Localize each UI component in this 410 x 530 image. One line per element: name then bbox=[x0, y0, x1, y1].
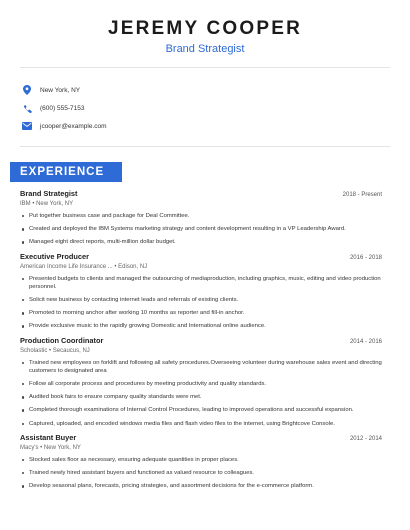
job-bullet: Follow all corporate process and procedures by meeting productivity and quality standards. bbox=[20, 380, 382, 388]
job-entry bbox=[20, 433, 382, 491]
job-company: Macy's • New York, NY bbox=[20, 444, 81, 451]
job-bullet: Created and deployed the IBM Systems marketing strategy and content development resulting in a VP Leadership Award. bbox=[20, 225, 382, 233]
job-bullets bbox=[20, 456, 382, 491]
resume-header bbox=[0, 18, 410, 56]
job-header-row bbox=[20, 252, 382, 262]
job-bullet: Trained new employees on forklift and following all safety procedures.Overseeing volunteer during warehouse sales event and directing customers to designated area bbox=[20, 359, 382, 375]
job-bullet: Trained newly hired assistant buyers and functioned as valued resource to colleagues. bbox=[20, 469, 382, 477]
job-dates: 2016 - 2018 bbox=[349, 254, 382, 261]
job-bullet: Solicit new business by contacting internet leads and referrals of existing clients. bbox=[20, 296, 382, 304]
email-icon bbox=[22, 121, 32, 131]
contact-divider bbox=[20, 146, 390, 147]
job-role: Brand Strategist bbox=[20, 189, 78, 198]
job-bullets bbox=[20, 359, 382, 428]
location-text: New York, NY bbox=[40, 86, 81, 94]
job-bullet: Captured, uploaded, and encoded windows media files and flash video files to the internet, using Brightcove Console. bbox=[20, 420, 382, 428]
job-bullet: Develop seasonal plans, forecasts, pricing strategies, and assortment decisions for the e-commerce platform. bbox=[20, 482, 382, 490]
job-header-row bbox=[20, 189, 382, 199]
contact-email bbox=[20, 117, 390, 135]
contact-phone bbox=[20, 99, 390, 117]
job-dates: 2012 - 2014 bbox=[349, 435, 382, 442]
contact-location bbox=[20, 81, 390, 99]
job-company: Scholastic • Secaucus, NJ bbox=[20, 347, 90, 354]
job-bullet: Promoted to morning anchor after working 10 months as reporter and fill-in anchor. bbox=[20, 309, 382, 317]
email-text: jcooper@example.com bbox=[40, 122, 107, 130]
location-pin-icon bbox=[22, 85, 32, 95]
experience-heading: EXPERIENCE bbox=[10, 162, 122, 182]
job-entry bbox=[20, 189, 382, 247]
job-header-row bbox=[20, 336, 382, 346]
job-dates: 2018 - Present bbox=[342, 192, 382, 198]
job-dates: 2014 - 2016 bbox=[349, 338, 382, 345]
contact-block bbox=[20, 81, 390, 135]
job-role: Production Coordinator bbox=[20, 335, 104, 345]
experience-list bbox=[20, 189, 382, 495]
job-bullet: Stocked sales floor as necessary, ensuring adequate quantities in proper places. bbox=[20, 456, 382, 464]
job-company: American Income Life Insurance ... • Edison, NJ bbox=[20, 263, 148, 270]
phone-text: (600) 555-7153 bbox=[40, 104, 85, 112]
job-role: Executive Producer bbox=[20, 251, 90, 261]
job-bullet: Completed thorough examinations of Internal Control Procedures, leading to improved operations and successful expansion. bbox=[20, 406, 382, 414]
candidate-name: JEREMY COOPER bbox=[107, 18, 302, 39]
job-bullet: Presented budgets to clients and managed the outsourcing of mediaproduction, including graphics, music, editing and video production personnel. bbox=[20, 275, 382, 291]
job-bullets bbox=[20, 275, 382, 331]
job-bullet: Provide exclusive music to the rapidly growing Domestic and International online audience. bbox=[20, 322, 382, 330]
job-bullet: Put together business case and package for Deal Committee. bbox=[20, 212, 382, 220]
job-entry bbox=[20, 252, 382, 331]
job-company: IBM • New York, NY bbox=[20, 201, 74, 207]
job-role: Assistant Buyer bbox=[20, 432, 77, 442]
job-entry bbox=[20, 336, 382, 428]
header-divider bbox=[20, 67, 390, 68]
job-bullets bbox=[20, 212, 382, 247]
job-bullet: Audited book fairs to ensure company quality standards were met. bbox=[20, 393, 382, 401]
job-bullet: Managed eight direct reports, multi-million dollar budget. bbox=[20, 238, 382, 246]
candidate-title: Brand Strategist bbox=[165, 43, 245, 55]
phone-icon bbox=[22, 103, 32, 113]
job-header-row bbox=[20, 433, 382, 443]
